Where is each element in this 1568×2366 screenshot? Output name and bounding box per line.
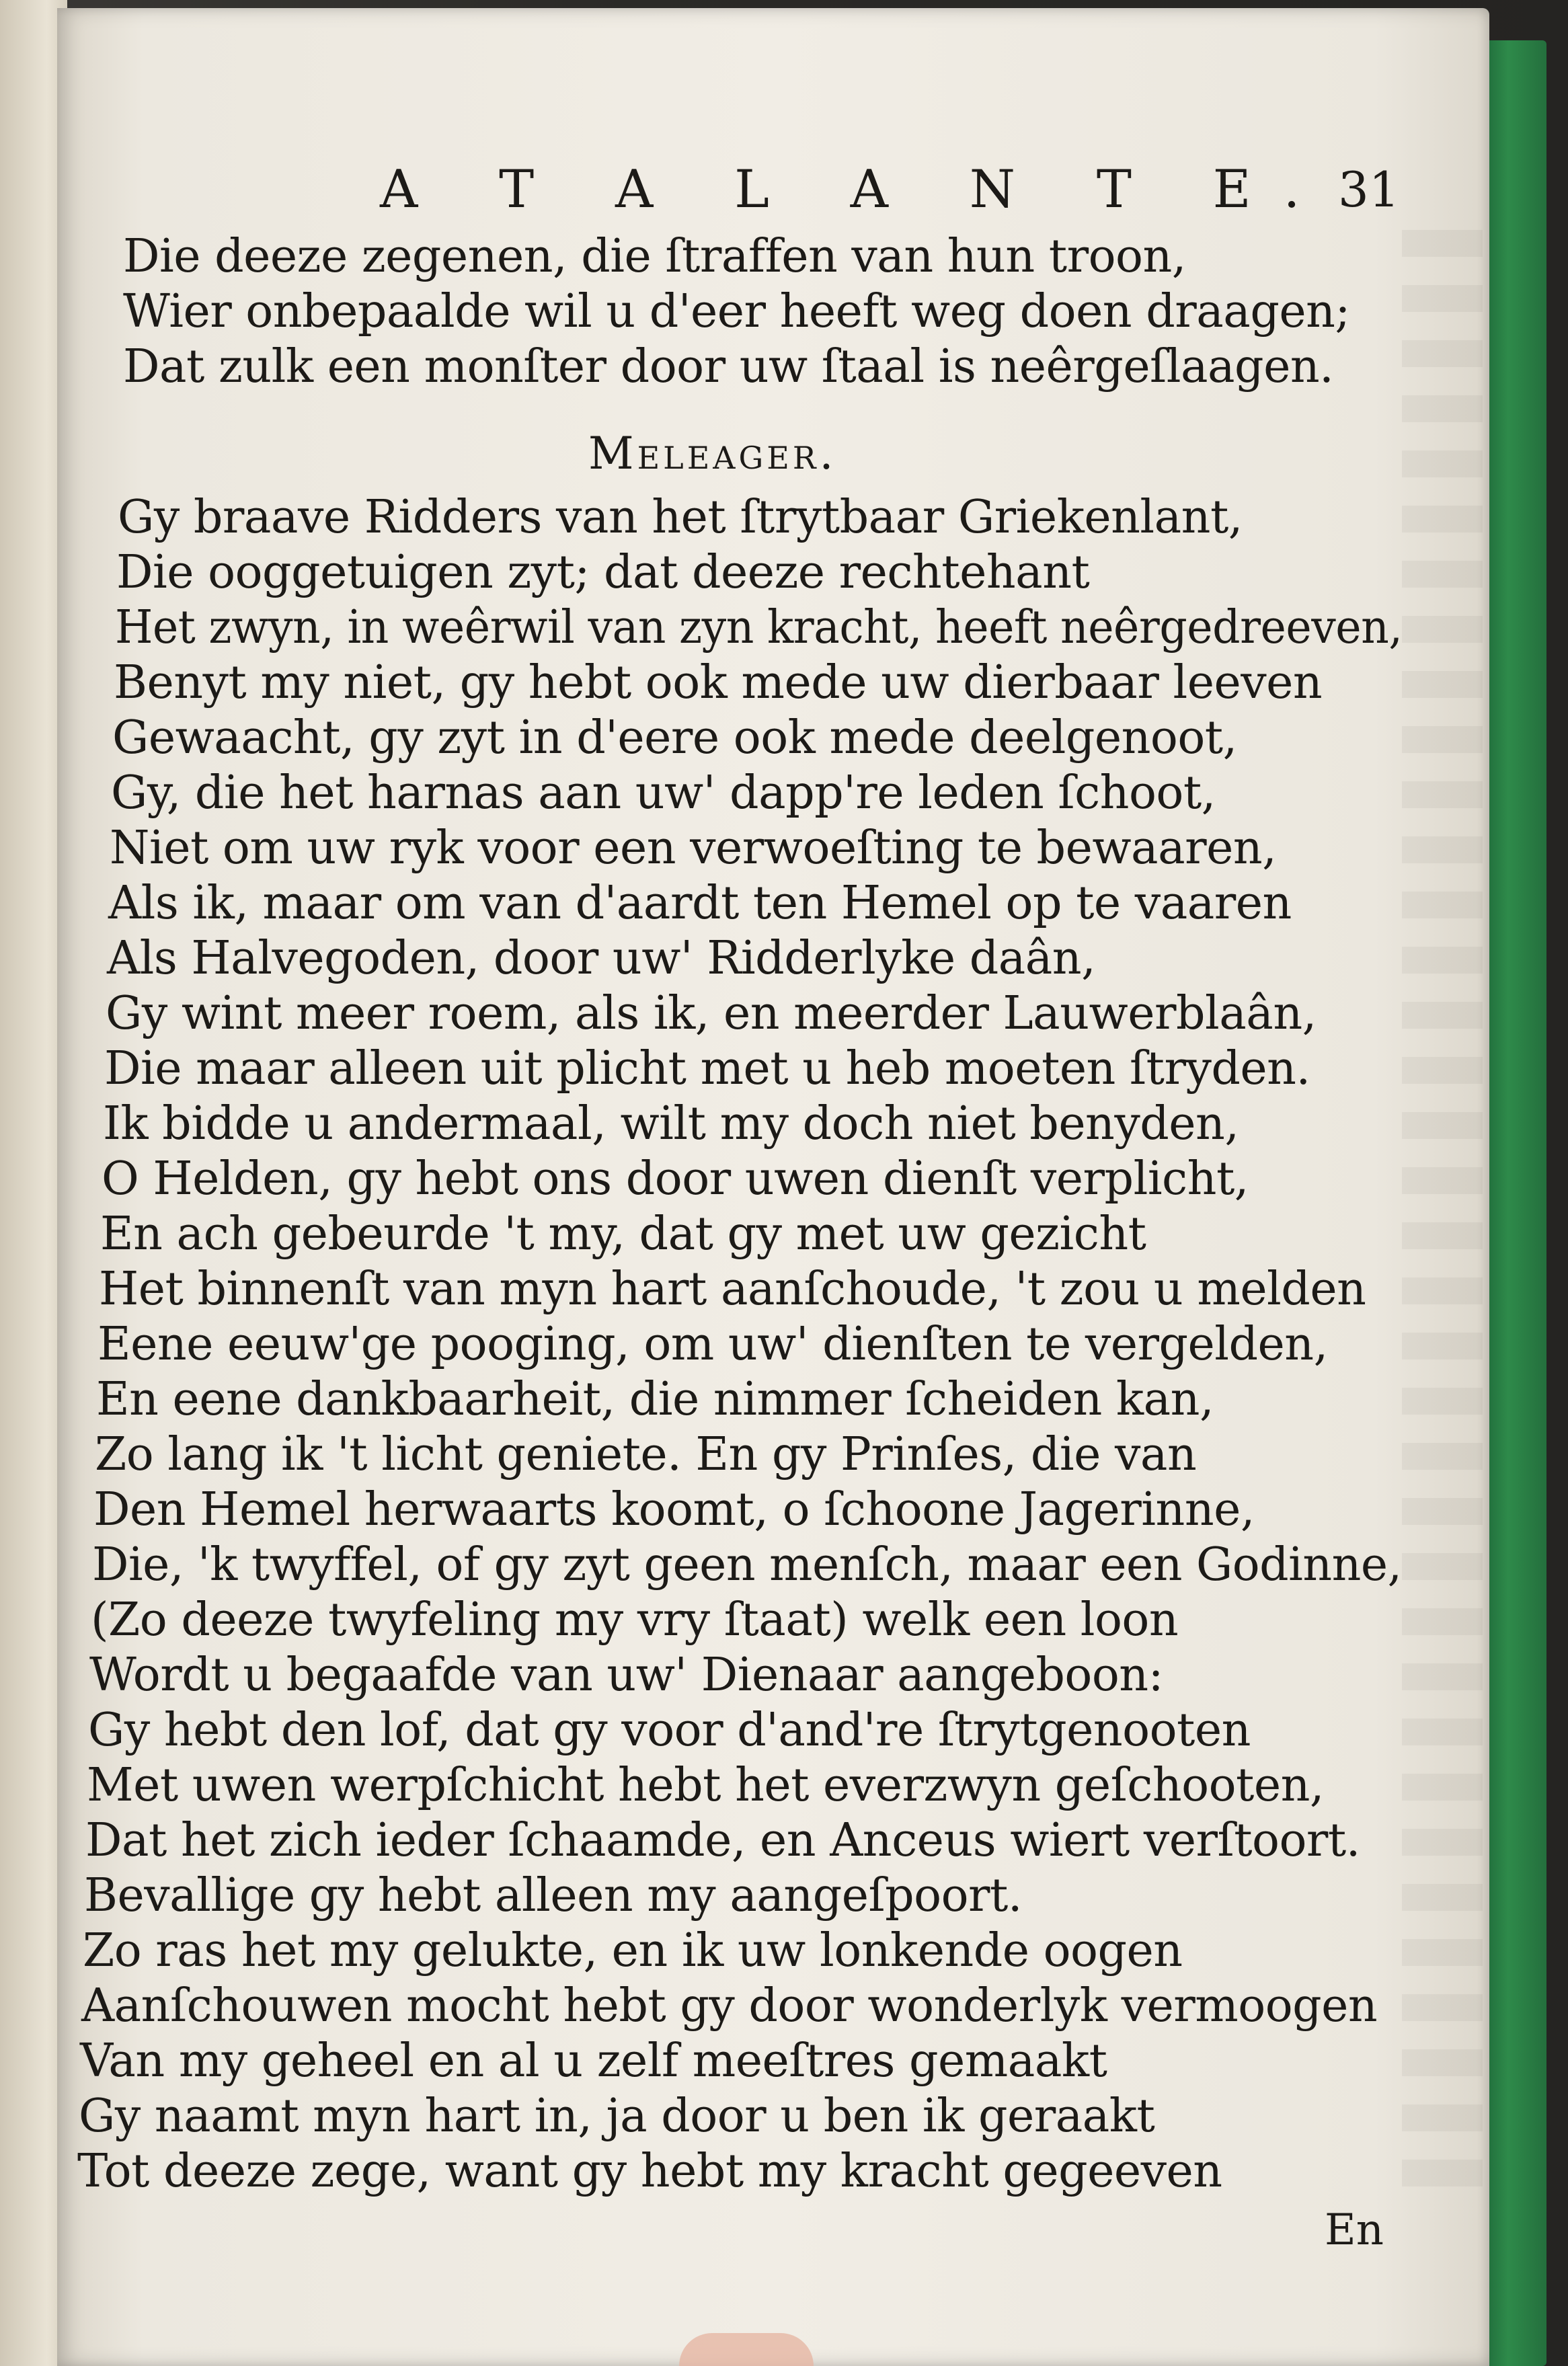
book-page — [57, 8, 1489, 2366]
page-number: 31 — [1338, 161, 1400, 218]
verse-line: Eene eeuw'ge pooging, om uw' dienſten te vergelden, — [97, 1318, 1328, 1371]
verse-line: Het binnenſt van myn hart aanſchoude, 't zou u melden — [99, 1263, 1366, 1316]
verse-line: Als ik, maar om van d'aardt ten Hemel op te vaaren — [108, 877, 1292, 930]
running-head-title: A T A L A N T E. — [380, 159, 1333, 220]
verse-line: Gewaacht, gy zyt in d'eere ook mede deelgenoot, — [112, 711, 1237, 764]
verse-line: Die deeze zegenen, die ſtraffen van hun troon, — [123, 230, 1186, 283]
verse-line: Aanſchouwen mocht hebt gy door wonderlyk vermoogen — [81, 1979, 1378, 2033]
verse-line: Die ooggetuigen zyt; dat deeze rechtehant — [116, 546, 1090, 599]
speaker-heading: Meleager. — [588, 428, 837, 479]
verse-line: Met uwen werpſchicht hebt het everzwyn geſchooten, — [87, 1759, 1324, 1812]
thumb — [679, 2333, 814, 2366]
verse-line: Benyt my niet, gy hebt ook mede uw dierbaar leeven — [114, 656, 1323, 709]
verse-line: Wordt u begaafde van uw' Dienaar aangeboon: — [89, 1649, 1163, 1702]
running-head — [57, 153, 1489, 227]
verse-line: Dat zulk een monſter door uw ſtaal is neêrgeſlaagen. — [123, 340, 1334, 393]
verse-line: Zo ras het my gelukte, en ik uw lonkende oogen — [83, 1924, 1183, 1977]
verse-line: Tot deeze zege, want gy hebt my kracht gegeeven — [77, 2145, 1222, 2198]
verse-line: Den Hemel herwaarts koomt, o ſchoone Jagerinne, — [93, 1483, 1255, 1536]
verse-line: (Zo deeze twyfeling my vry ſtaat) welk een loon — [91, 1593, 1179, 1647]
verse-line: En ach gebeurde 't my, dat gy met uw gezicht — [100, 1208, 1146, 1261]
verse-line: Niet om uw ryk voor een verwoeſting te bewaaren, — [110, 822, 1277, 875]
verse-line: Van my geheel en al u zelf meeſtres gemaakt — [80, 2035, 1107, 2088]
verse-line: Zo lang ik 't licht geniete. En gy Prinſes, die van — [95, 1428, 1197, 1481]
verse-line: Ik bidde u andermaal, wilt my doch niet benyden, — [103, 1097, 1239, 1150]
catchword: En — [1325, 2205, 1384, 2255]
verse-line: Die maar alleen uit plicht met u heb moeten ſtryden. — [104, 1042, 1310, 1095]
show-through-text — [1402, 230, 1483, 2213]
book-cover-edge — [1483, 40, 1546, 2366]
verse-line: Bevallige gy hebt alleen my aangeſpoort. — [84, 1869, 1022, 1922]
verse-line: Dat het zich ieder ſchaamde, en Anceus wiert verſtoort. — [85, 1814, 1360, 1867]
verse-line: Gy braave Ridders van het ſtrytbaar Griekenlant, — [118, 491, 1243, 544]
verse-line: Gy wint meer roem, als ik, en meerder Lauwerblaân, — [106, 987, 1317, 1040]
verse-line: En eene dankbaarheit, die nimmer ſcheiden kan, — [96, 1373, 1214, 1426]
verse-line: Als Halvegoden, door uw' Ridderlyke daân, — [107, 932, 1096, 985]
verse-line: Gy naamt myn hart in, ja door u ben ik geraakt — [79, 2090, 1155, 2143]
verse-line: Wier onbepaalde wil u d'eer heeft weg doen draagen; — [123, 285, 1350, 338]
verse-line: Die, 'k twyffel, of gy zyt geen menſch, maar een Godinne, — [92, 1538, 1402, 1591]
verse-line: Het zwyn, in weêrwil van zyn kracht, heeft neêrgedreeven, — [115, 601, 1403, 654]
verse-line: Gy, die het harnas aan uw' dapp're leden ſchoot, — [111, 766, 1216, 820]
verse-line: Gy hebt den lof, dat gy voor d'and're ſtrytgenooten — [88, 1704, 1251, 1757]
verse-line: O Helden, gy hebt ons door uwen dienſt verplicht, — [102, 1152, 1249, 1206]
